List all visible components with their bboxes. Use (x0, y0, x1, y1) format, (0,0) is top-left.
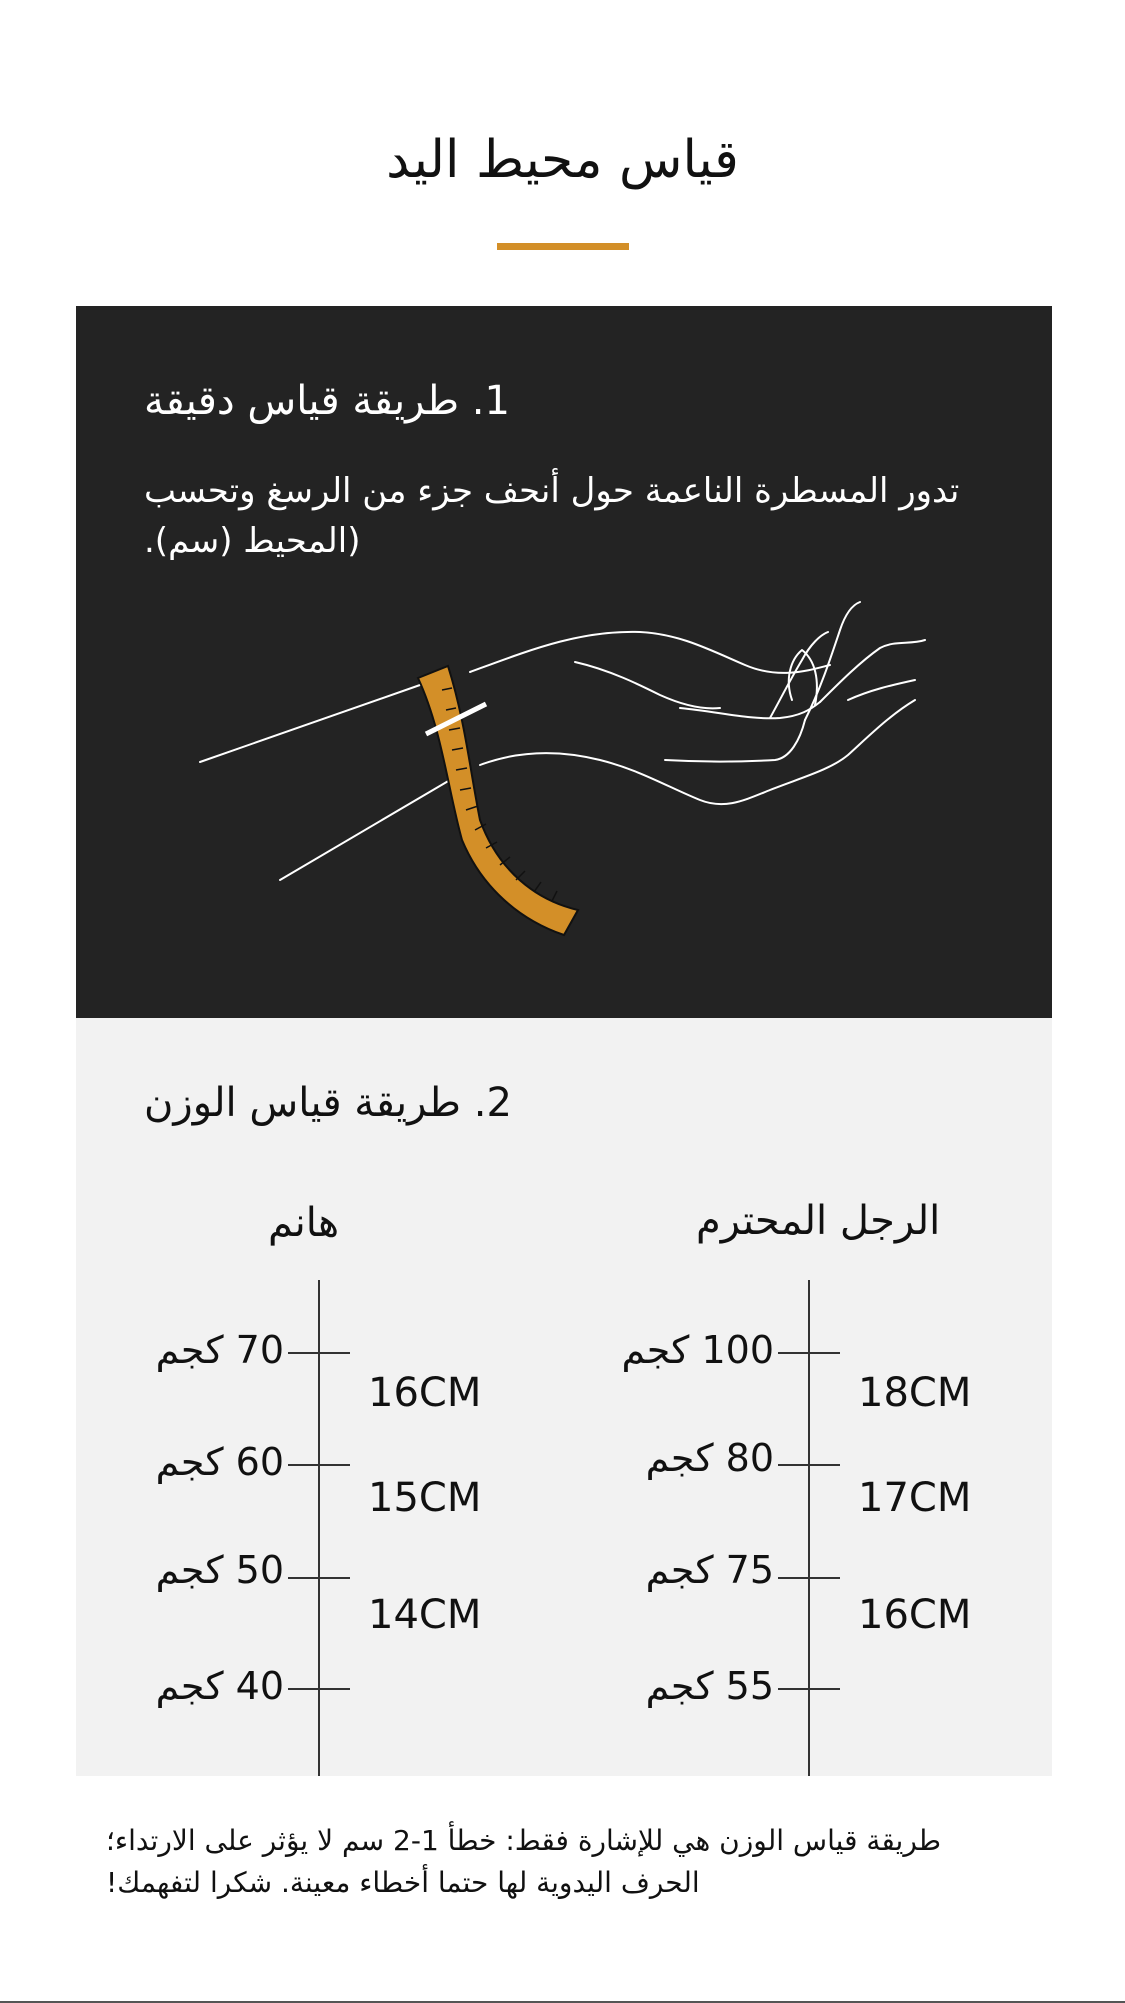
finger-outline (805, 602, 860, 720)
men-tick (778, 1464, 840, 1466)
finger-outline (680, 702, 820, 718)
women-weight-label: 40 كجم (155, 1664, 284, 1708)
finger-outline (770, 632, 828, 718)
section1-heading: 1. طريقة قياس دقيقة (144, 378, 510, 424)
men-weight-label: 80 كجم (645, 1436, 774, 1480)
women-weight-label: 50 كجم (155, 1548, 284, 1592)
tape-measure (418, 666, 578, 935)
men-tick (778, 1352, 840, 1354)
men-size-label: 16CM (858, 1592, 972, 1638)
women-size-label: 15CM (368, 1475, 482, 1521)
hand-outline (575, 662, 720, 708)
women-size-label: 14CM (368, 1592, 482, 1638)
section2-heading: 2. طريقة قياس الوزن (144, 1080, 512, 1126)
women-weight-label: 60 كجم (155, 1440, 284, 1484)
page-title: قياس محيط اليد (386, 130, 739, 190)
section1-text: تدور المسطرة الناعمة حول أنحف جزء من الرسغ وتحسب (المحيط (سم). (144, 471, 960, 561)
women-weight-label: 70 كجم (155, 1328, 284, 1372)
women-tick (288, 1464, 350, 1466)
finger-outline (820, 640, 925, 702)
men-axis (808, 1280, 810, 1776)
men-tick (778, 1577, 840, 1579)
men-weight-label: 55 كجم (645, 1664, 774, 1708)
finger-outline (665, 720, 805, 762)
finger-outline (848, 680, 915, 700)
men-size-label: 18CM (858, 1370, 972, 1416)
women-size-label: 16CM (368, 1370, 482, 1416)
men-tick (778, 1688, 840, 1690)
men-column-title: الرجل المحترم (696, 1198, 941, 1244)
men-weight-label: 100 كجم (621, 1328, 774, 1372)
hand-outline (480, 700, 915, 804)
women-tick (288, 1352, 350, 1354)
men-size-label: 17CM (858, 1475, 972, 1521)
forearm-outline (280, 780, 450, 880)
title-underline (497, 243, 629, 250)
forearm-outline (200, 685, 420, 762)
women-tick (288, 1688, 350, 1690)
wrist-measuring-illustration (180, 590, 940, 950)
men-weight-label: 75 كجم (645, 1548, 774, 1592)
women-axis (318, 1280, 320, 1776)
women-column-title: هانم (268, 1200, 340, 1246)
disclaimer-note: طريقة قياس الوزن هي للإشارة فقط: خطأ 1-2 سم لا يؤثر على الارتداء؛ الحرف اليدوية لها حتما أخطاء معينة. شكرا لتفهمك! (106, 1824, 942, 1899)
hand-outline (470, 632, 830, 673)
women-tick (288, 1577, 350, 1579)
